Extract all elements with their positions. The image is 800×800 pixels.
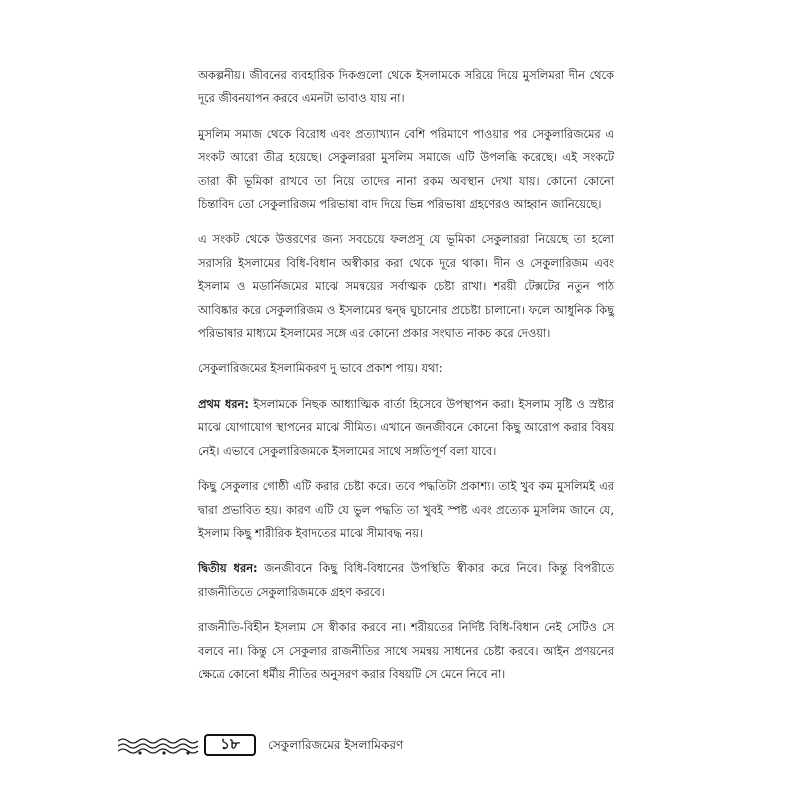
paragraph-text: ইসলামকে নিছক আধ্যাত্মিক বার্তা হিসেবে উপস্থাপন করা। ইসলাম সৃষ্টি ও স্রষ্টার মাঝে যোগাযোগ স্থাপনের মাঝে সীমিত। এখানে জনজীবনে কোনো কিছু আরোপ করার বিষয় নেই। এভাবে সেকুলারিজমকে ইসলামের সাথে সঙ্গতিপূর্ণ বলা যাবে। (198, 396, 614, 458)
paragraph-6 (198, 475, 614, 545)
wave-ornament-icon (118, 736, 204, 756)
paragraph-1 (198, 64, 614, 111)
paragraph-text: সেকুলারিজমের ইসলামিকরণ দু ভাবে প্রকাশ পায়। যথা: (198, 361, 443, 376)
paragraph-7 (198, 557, 614, 604)
paragraph-text: অকল্পনীয়। জীবনের ব্যবহারিক দিকগুলো থেকে ইসলামকে সরিয়ে দিয়ে মুসলিমরা দীন থেকে দূরে জীবনযাপন করবে এমনটা ভাবাও যায় না। (198, 68, 614, 106)
paragraph-2 (198, 123, 614, 217)
paragraph-text: এ সংকট থেকে উত্তরণের জন্য সবচেয়ে ফলপ্রসূ যে ভূমিকা সেকুলাররা নিয়েছে তা হলো সরাসরি ইসলামের বিধি-বিধান অস্বীকার করা থেকে দূরে থাকা। দীন ও সেকুলারিজম এবং ইসলাম ও মডার্নিজমের মাঝে সমন্বয়ের সর্বাত্মক চেষ্টা রাখা। শরয়ী টেক্সটের নতুন পাঠ আবিষ্কার করে সেকুলারিজম ও ইসলামের দ্বন্দ্ব ঘুচানোর প্রচেষ্টা চালানো। ফলে আধুনিক কিছু পরিভাষার মাধ্যমে ইসলামের সঙ্গে এর কোনো প্রকার সংঘাত নাকচ করে দেওয়া। (198, 232, 614, 341)
page-body (198, 64, 614, 698)
page-footer (118, 734, 498, 758)
paragraph-text: মুসলিম সমাজ থেকে বিরোধ এবং প্রত্যাখ্যান বেশি পরিমাণে পাওয়ার পর সেকুলারিজমের এ সংকট আরো তীব্র হয়েছে। সেকুলাররা মুসলিম সমাজে এটি উপলব্ধি করেছে। এই সংকটে তারা কী ভূমিকা রাখবে তা নিয়ে তাদের নানা রকম অবস্থান দেখা যায়। কোনো কোনো চিন্তাবিদ তো সেকুলারিজম পরিভাষা বাদ দিয়ে ভিন্ন পরিভাষা গ্রহণেরও আহ্বান জানিয়েছে। (198, 126, 614, 212)
running-title: সেকুলারিজমের ইসলামিকরণ (268, 738, 404, 752)
paragraph-label: দ্বিতীয় ধরন: (198, 561, 258, 576)
paragraph-4 (198, 357, 614, 380)
paragraph-text: জনজীবনে কিছু বিধি-বিধানের উপস্থিতি স্বীকার করে নিবে। কিন্তু বিপরীতে রাজনীতিতে সেকুলারিজমকে গ্রহণ করবে। (198, 561, 614, 599)
paragraph-text: রাজনীতি-বিহীন ইসলাম সে স্বীকার করবে না। শরীয়তের নির্দিষ্ট বিধি-বিধান নেই সেটিও সে বলবে না। কিন্তু সে সেকুলার রাজনীতির সাথে সমন্বয় সাধনের চেষ্টা করবে। আইন প্রণয়নের ক্ষেত্রে কোনো ধর্মীয় নীতির অনুসরণ করার বিষয়টি সে মেনে নিবে না। (198, 620, 614, 681)
page-number: ১৮ (204, 734, 256, 756)
paragraph-8 (198, 616, 614, 686)
paragraph-text: কিছু সেকুলার গোষ্ঠী এটি করার চেষ্টা করে। তবে পদ্ধতিটা প্রকাশ্য। তাই খুব কম মুসলিমই এর দ্বারা প্রভাবিত হয়। কারণ এটি যে ভুল পদ্ধতি তা খুবই স্পষ্ট এবং প্রত্যেক মুসলিম জানে যে, ইসলাম কিছু শারীরিক ইবাদতের মাঝে সীমাবদ্ধ নয়। (198, 479, 614, 540)
paragraph-label: প্রথম ধরন: (198, 396, 249, 411)
paragraph-3 (198, 228, 614, 345)
paragraph-5 (198, 393, 614, 463)
